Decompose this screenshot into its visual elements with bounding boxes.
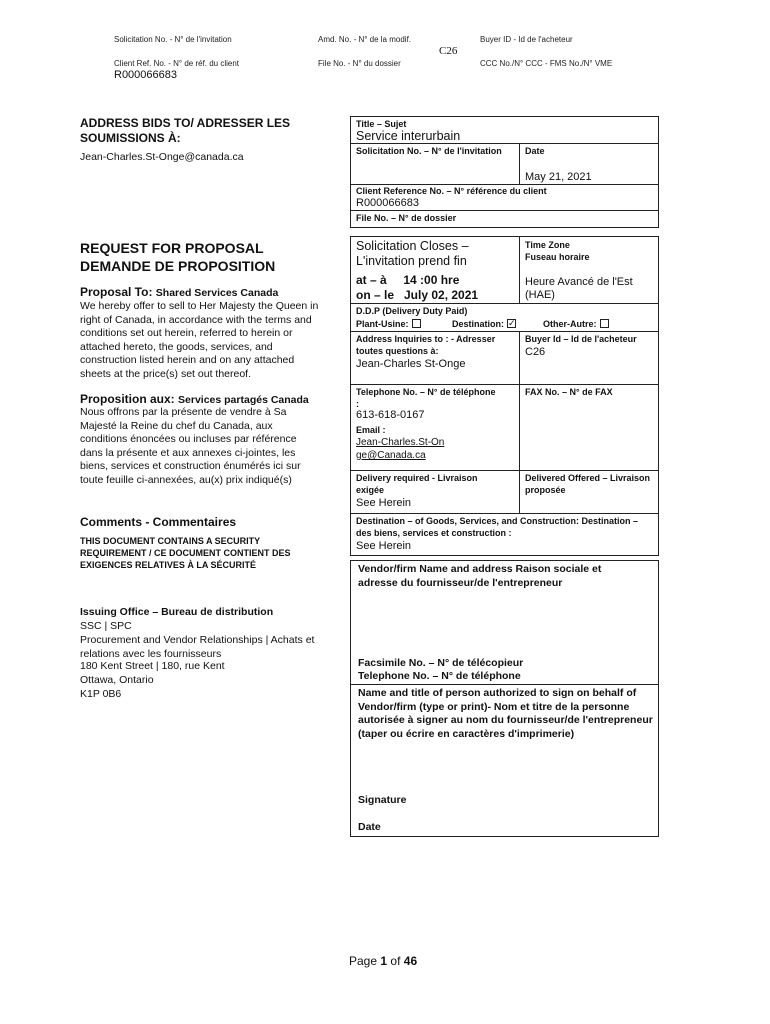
file-no-label: File No. – N° de dossier — [356, 213, 457, 223]
proposition-label: Proposition aux: — [80, 392, 175, 406]
proposition-text: Nous offrons par la présente de vendre à Sa Majesté la Reine du chef du Canada, aux conditions énoncées ou incluses par référence dans la présente et aux annexes ci-jointes, les biens, services et construction énumérés ici sur toute feuille ci-annexées, au(x) prix indiqué(s) — [80, 406, 301, 486]
destination-label: Destination: — [452, 319, 505, 329]
proposal-to-heading — [80, 285, 278, 299]
plant-label: Plant-Usine: — [356, 319, 409, 329]
header-buyer-id-value: C26 — [439, 45, 458, 57]
date-signature-label: Date — [358, 821, 381, 833]
security-note: THIS DOCUMENT CONTAINS A SECURITY REQUIREMENT / CE DOCUMENT CONTIENT DES EXIGENCES RELATIVES À LA SÉCURITÉ — [80, 536, 291, 570]
other-option — [543, 318, 609, 330]
proposition-heading — [80, 392, 309, 406]
issuing-line-4: Ottawa, Ontario — [80, 674, 154, 686]
phone-value: 613-618-0167 — [356, 409, 425, 421]
inquiries-label: Address Inquiries to : - Adresser toutes questions à: — [356, 334, 496, 356]
page-prefix: Page — [349, 954, 378, 968]
closes-date: on – le July 02, 2021 — [356, 288, 479, 302]
delivery-required-label: Delivery required - Livraison exigée — [356, 473, 478, 495]
plant-option — [356, 318, 421, 330]
destination-goods-label: Destination – of Goods, Services, and Construction: Destination – des biens, services et construction : — [356, 516, 639, 538]
header-buyer-id-label: Buyer ID - Id de l'acheteur — [480, 35, 573, 44]
rfp-title-fr: DEMANDE DE PROPOSITION — [80, 258, 276, 274]
page-of: of — [390, 954, 401, 968]
issuing-line-3: 180 Kent Street | 180, rue Kent — [80, 660, 225, 672]
proposal-to-value: Shared Services Canada — [155, 287, 279, 299]
date-value: May 21, 2021 — [525, 171, 592, 183]
vendor-name-label: Vendor/firm Name and address Raison sociale et adresse du fournisseur/de l'entrepreneur — [358, 563, 602, 589]
timezone-value: Heure Avancé de l'Est (HAE) — [525, 276, 633, 301]
other-label: Other-Autre: — [543, 319, 597, 329]
page-number — [349, 954, 417, 968]
issuing-office-title: Issuing Office – Bureau de distribution — [80, 606, 274, 618]
fax-label: FAX No. – N° de FAX — [525, 387, 613, 397]
issuing-line-5: K1P 0B6 — [80, 688, 122, 700]
rfp-title-en: REQUEST FOR PROPOSAL — [80, 240, 264, 256]
header-ccc-label: CCC No./N° CCC - FMS No./N° VME — [480, 59, 613, 68]
client-reference-label: Client Reference No. – N° référence du client — [356, 186, 547, 196]
signature-label: Signature — [358, 794, 407, 806]
email-link[interactable]: Jean-Charles.St-Onge@Canada.ca — [356, 437, 445, 461]
header-client-ref-label: Client Ref. No. - N° de réf. du client — [114, 59, 240, 68]
comments-title: Comments - Commentaires — [80, 515, 237, 529]
issuing-line-2: Procurement and Vendor Relationships | Achats et relations avec les fournisseurs — [80, 634, 315, 660]
ddp-label: D.D.P (Delivery Duty Paid) — [356, 306, 468, 316]
telephone-label: Telephone No. – N° de téléphone — [358, 670, 521, 682]
solicitation-no-label: Solicitation No. – N° de l'invitation — [356, 146, 502, 156]
delivered-offered-label: Delivered Offered – Livraison proposée — [525, 473, 651, 495]
header-file-no-label: File No. - N° du dossier — [318, 59, 401, 68]
header-client-ref-value: R000066683 — [114, 69, 178, 81]
buyer-id-label: Buyer Id – Id de l'acheteur — [525, 334, 637, 344]
proposition-value: Services partagés Canada — [178, 394, 309, 406]
page-current: 1 — [380, 954, 388, 968]
timezone-label: Time Zone — [525, 240, 570, 250]
facsimile-label: Facsimile No. – N° de télécopieur — [358, 657, 524, 669]
date-label: Date — [525, 146, 545, 156]
page-total: 46 — [403, 954, 418, 968]
timezone-label-fr: Fuseau horaire — [525, 252, 590, 262]
proposal-to-text: We hereby offer to sell to Her Majesty the Queen in right of Canada, in accordance with the terms and conditions set out herein, referred to herein or attached hereto, the goods, services, and construction listed herein and on any attached sheets at the price(s) set out thereof. — [80, 300, 319, 380]
proposal-to-label: Proposal To: — [80, 285, 153, 299]
address-bids-title: ADDRESS BIDS TO/ ADRESSER LES SOUMISSIONS À: — [80, 116, 291, 145]
destination-option — [452, 318, 516, 330]
other-checkbox[interactable] — [600, 319, 609, 328]
closes-label: Solicitation Closes – L'invitation prend fin — [356, 239, 469, 268]
destination-checkbox[interactable] — [507, 319, 516, 328]
email-label: Email : — [356, 425, 386, 435]
client-reference-value: R000066683 — [356, 197, 420, 209]
inquiries-value: Jean-Charles St-Onge — [356, 358, 466, 370]
closes-time: at – à 14 :00 hre — [356, 273, 460, 287]
title-value: Service interurbain — [356, 129, 461, 143]
header-solicitation-label: Solicitation No. - N° de l'invitation — [114, 35, 232, 44]
phone-label: Telephone No. – N° de téléphone : — [356, 387, 496, 409]
address-bids-email: Jean-Charles.St-Onge@canada.ca — [80, 151, 244, 163]
authorized-person-label: Name and title of person authorized to sign on behalf of Vendor/firm (type or print)- Nom et titre de la personne autorisée à signer au nom du fournisseur/de l'entrepreneur (taper ou écrire en caractères d'imprimerie) — [358, 687, 653, 740]
destination-goods-value: See Herein — [356, 540, 412, 552]
header-amd-label: Amd. No. - N° de la modif. — [318, 35, 412, 44]
issuing-line-1: SSC | SPC — [80, 620, 132, 632]
buyer-id-value: C26 — [525, 346, 546, 358]
delivery-required-value: See Herein — [356, 497, 412, 509]
plant-checkbox[interactable] — [412, 319, 421, 328]
title-label: Title – Sujet — [356, 119, 407, 129]
